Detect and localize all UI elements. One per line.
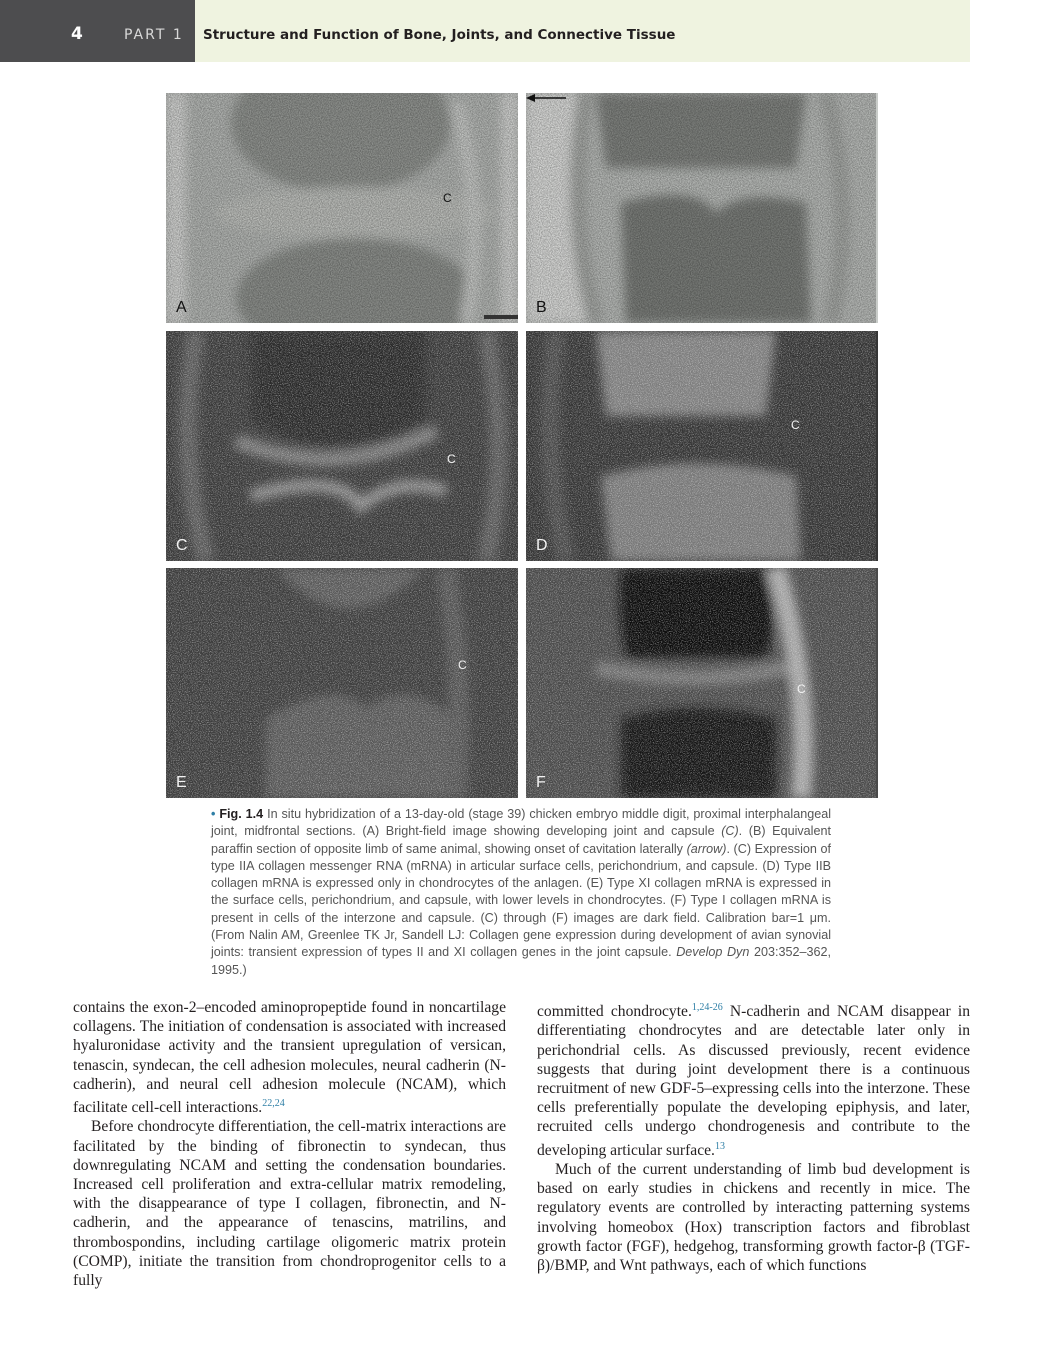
reference-citation[interactable]: 13 — [714, 1140, 725, 1152]
caption-text: In situ hybridization of a 13-day-old (stage 39) chicken embryo middle digit, proximal interphalangeal joint, midfrontal sections. (A) Bright-field image showing developing joint and capsule — [211, 807, 832, 839]
panel-b-micrograph — [526, 93, 876, 323]
panel-letter: C — [176, 537, 188, 554]
panel-a-micrograph — [166, 93, 518, 323]
caption-text: . (C) Expression of type IIA collagen messenger RNA (mRNA) in articular surface cells, perichondrium, and capsule. (D) Type IIB collagen mRNA is expressed only in chondrocytes of the anlagen. (E) Type XI collagen mRNA is expressed in the surface cells, perichondrium, and capsule, with lower levels in chondrocytes. (F) Type I collagen mRNA is present in cells of the interzone and capsule. (C) through (F) images are dark field. Calibration bar=1 μm. (From Nalin AM, Greenlee TK Jr, Sandell LJ: Collagen gene expression during development of avian synovial joints: transient expression of types II and XI collagen genes in the joint capsule. — [211, 841, 832, 960]
caption-text: 203:352–362, 1995.) — [211, 945, 831, 977]
paragraph: Much of the current understanding of limb bud development is based on early studies in chickens and recently in mice. The regulatory events are controlled by interacting patterning systems involving homeobox (Hox) transcription factors and fibroblast growth factor (FGF), hedgehog, transforming growth factor-β (TGF-β)/BMP, and Wnt pathways, each of which functions — [537, 1161, 970, 1275]
figure-panel-d — [526, 331, 878, 561]
body-column-right — [537, 998, 970, 1275]
panel-letter: E — [176, 774, 187, 791]
paragraph-text: committed chondrocyte. — [537, 1003, 692, 1021]
figure-panel-f — [526, 568, 878, 798]
paragraph-text: contains the exon-2–encoded aminopropeptide found in noncartilage collagens. The initiation of condensation is associated with increased hyaluronidase activity and the transient upregulation of versican, tenascin, syndecan, the cell adhesion molecules, neural cadherin (N-cadherin), and neural cell adhesion molecule (NCAM), which facilitate cell-cell interactions. — [73, 999, 506, 1117]
capsule-label: C — [458, 658, 467, 672]
capsule-label: C — [443, 191, 452, 205]
panel-e-micrograph — [166, 568, 518, 798]
part-label: PART 1 — [124, 27, 184, 43]
capsule-label: C — [797, 682, 806, 696]
caption-journal: Develop Dyn — [676, 945, 750, 960]
calibration-bar — [484, 315, 518, 319]
panel-letter: F — [536, 774, 546, 791]
panel-d-micrograph — [526, 331, 876, 561]
figure-panel-b — [526, 93, 878, 323]
body-column-left — [73, 998, 506, 1290]
figure-caption — [211, 806, 831, 979]
page-header-number-block — [0, 0, 195, 62]
chapter-title: Structure and Function of Bone, Joints, and Connective Tissue — [203, 27, 676, 43]
panel-letter: D — [536, 537, 548, 554]
capsule-label: C — [791, 418, 800, 432]
cavitation-arrow-icon — [526, 93, 568, 103]
caption-text: . (B) Equivalent paraffin section of opposite limb of same animal, showing onset of cavitation laterally — [211, 824, 831, 856]
reference-citation[interactable]: 22,24 — [262, 1098, 285, 1110]
page-number: 4 — [71, 24, 83, 44]
paragraph: Before chondrocyte differentiation, the cell-matrix interactions are facilitated by the binding of fibronectin to syndecan, thus downregulating NCAM and setting the condensation boundaries. Increased cell proliferation and extra-cellular matrix remodeling, with the disappearance of type I collagen, fibronectin, and N-cadherin, and the appearance of tenascins, matrilins, and thrombospondins, including cartilage oligomeric matrix protein (COMP), initiate the transition from chondroprogenitor cells to a fully — [73, 1118, 506, 1290]
panel-letter: A — [176, 299, 187, 316]
paragraph-text: N-cadherin and NCAM disappear in differentiating chondrocytes and are detectable later only in perichondrial cells. As discussed previously, recent evidence suggests that during joint development there is a continuous recruitment of new GDF-5–expressing cells into the interzone. These cells preferentially populate the developing epiphysis, and later, recruited cells undergo chondrogenesis and contribute to the developing articular surface. — [537, 1003, 970, 1159]
capsule-label: C — [447, 452, 456, 466]
caption-emphasis: (arrow) — [686, 841, 727, 856]
figure-panel-e — [166, 568, 518, 798]
panel-c-micrograph — [166, 331, 518, 561]
paragraph — [537, 998, 970, 1160]
reference-citation[interactable]: 1,24-26 — [691, 1002, 723, 1013]
panel-letter: B — [536, 299, 547, 316]
page-header-title-block — [195, 0, 970, 62]
figure-panel-c — [166, 331, 518, 561]
panel-f-micrograph — [526, 568, 876, 798]
caption-emphasis: (C) — [721, 824, 739, 839]
figure-label: Fig. 1.4 — [219, 807, 264, 821]
caption-bullet: • — [211, 807, 216, 821]
figure-panel-a — [166, 93, 518, 323]
paragraph — [73, 998, 506, 1117]
